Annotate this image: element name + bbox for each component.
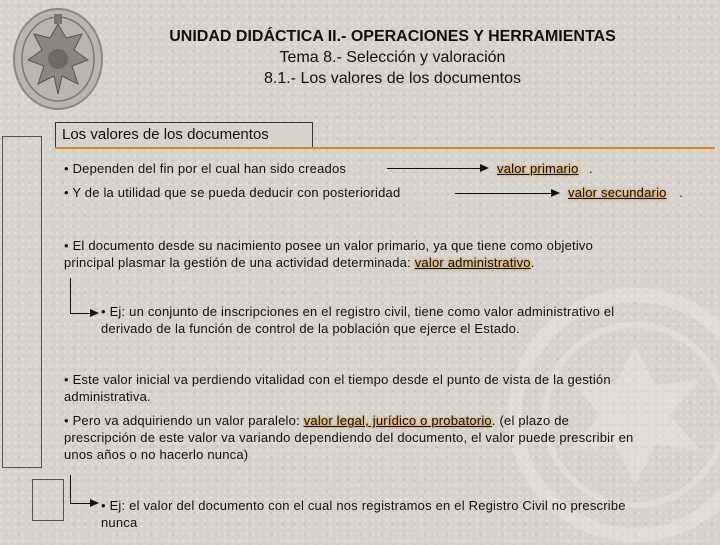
topic-title: Tema 8.- Selección y valoración xyxy=(279,49,506,66)
arrow-right-icon xyxy=(90,309,99,317)
divider-line xyxy=(55,147,715,149)
subtopic-title: 8.1.- Los valores de los documentos xyxy=(263,70,522,87)
connector-elbow xyxy=(70,475,91,504)
arrow-right-icon xyxy=(480,164,489,172)
paragraph-2-line-2: administrativa. xyxy=(64,389,151,404)
section-title-box xyxy=(55,122,313,149)
paragraph-1-line-2 xyxy=(64,254,535,271)
left-sidebar-frame xyxy=(2,136,42,468)
valor-primario-label: valor primario xyxy=(497,161,579,176)
header xyxy=(110,26,675,89)
unit-title: UNIDAD DIDÁCTICA II.- OPERACIONES Y HERRAMIENTAS xyxy=(169,28,616,45)
example-2-line-1: • Ej: el valor del documento con el cual nos registramos en el Registro Civil no prescribe xyxy=(101,498,626,513)
arrow-primary-line xyxy=(387,168,480,169)
period: . xyxy=(679,185,683,200)
connector-elbow xyxy=(70,278,91,314)
paragraph-1-prefix: principal plasmar la gestión de una actividad determinada: xyxy=(64,255,415,270)
paragraph-1-suffix: . xyxy=(530,255,535,270)
paragraph-3-prefix: • Pero va adquiriendo un valor paralelo: xyxy=(64,413,304,428)
small-frame xyxy=(32,479,64,521)
row-secondary-text: • Y de la utilidad que se pueda deducir con posterioridad xyxy=(64,185,401,200)
paragraph-1-line-1: • El documento desde su nacimiento posee un valor primario, ya que tiene como objetivo xyxy=(64,238,594,253)
row-primary-text: • Dependen del fin por el cual han sido creados xyxy=(64,161,347,176)
period: . xyxy=(589,161,593,176)
arrow-right-icon xyxy=(90,499,99,507)
paragraph-2-line-1: • Este valor inicial va perdiendo vitalidad con el tiempo desde el punto de vista de la gestión xyxy=(64,372,611,387)
valor-administrativo-label: valor administrativo xyxy=(414,255,531,270)
section-title: Los valores de los documentos xyxy=(62,126,269,143)
paragraph-3-suffix: . (el plazo de xyxy=(491,413,570,428)
arrow-right-icon xyxy=(551,189,560,197)
valor-legal-label: valor legal, jurídico o probatorio xyxy=(303,413,492,428)
example-1-line-2: derivado de la función de control de la población que ejerce el Estado. xyxy=(101,321,520,336)
arrow-secondary-line xyxy=(455,193,551,194)
paragraph-3-line-2: prescripción de este valor va variando dependiendo del documento, el valor puede prescribir en xyxy=(64,430,634,445)
example-2-line-2: nunca xyxy=(101,515,138,530)
paragraph-3-line-3: unos años o no hacerlo nunca) xyxy=(64,447,249,462)
valor-secundario-label: valor secundario xyxy=(568,185,667,200)
seal-logo xyxy=(8,4,108,114)
example-1-line-1: • Ej: un conjunto de inscripciones en el registro civil, tiene como valor administrativo el xyxy=(101,304,615,319)
paragraph-3-line-1 xyxy=(64,412,569,429)
